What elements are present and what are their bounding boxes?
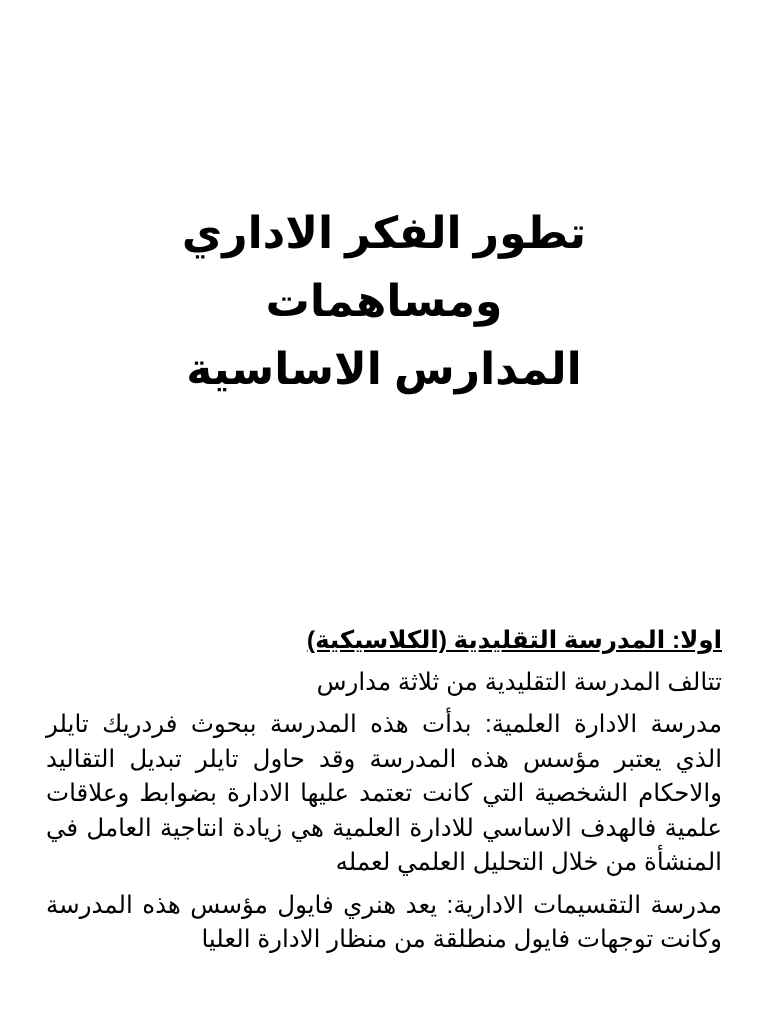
- paragraph-scientific-management: مدرسة الادارة العلمية: بدأت هذه المدرسة ببحوث فردريك تايلر الذي يعتبر مؤسس هذه المدرسة وقد حاول تايلر تبديل التقاليد والاحكام الشخصية التي كانت تعتمد عليها الادارة بضوابط وعلاقات علمية فالهدف الاساسي للادارة العلمية هي زيادة انتاجية العامل في المنشأة من خلال التحليل العلمي لعمله: [46, 711, 722, 876]
- page-title: [60, 200, 708, 404]
- intro-line: تتالف المدرسة التقليدية من ثلاثة مدارس: [316, 669, 722, 696]
- section-heading: اولا: المدرسة التقليدية (الكلاسيكية): [306, 627, 722, 654]
- paragraph-administrative-divisions: مدرسة التقسيمات الادارية: يعد هنري فايول مؤسس هذه المدرسة وكانت توجهات فايول منطلقة من منظار الادارة العليا: [46, 891, 722, 953]
- title-line-2: المدارس الاساسية: [186, 345, 582, 394]
- content-section: [46, 622, 722, 966]
- title-line-1: تطور الفكر الاداري ومساهمات: [181, 209, 587, 326]
